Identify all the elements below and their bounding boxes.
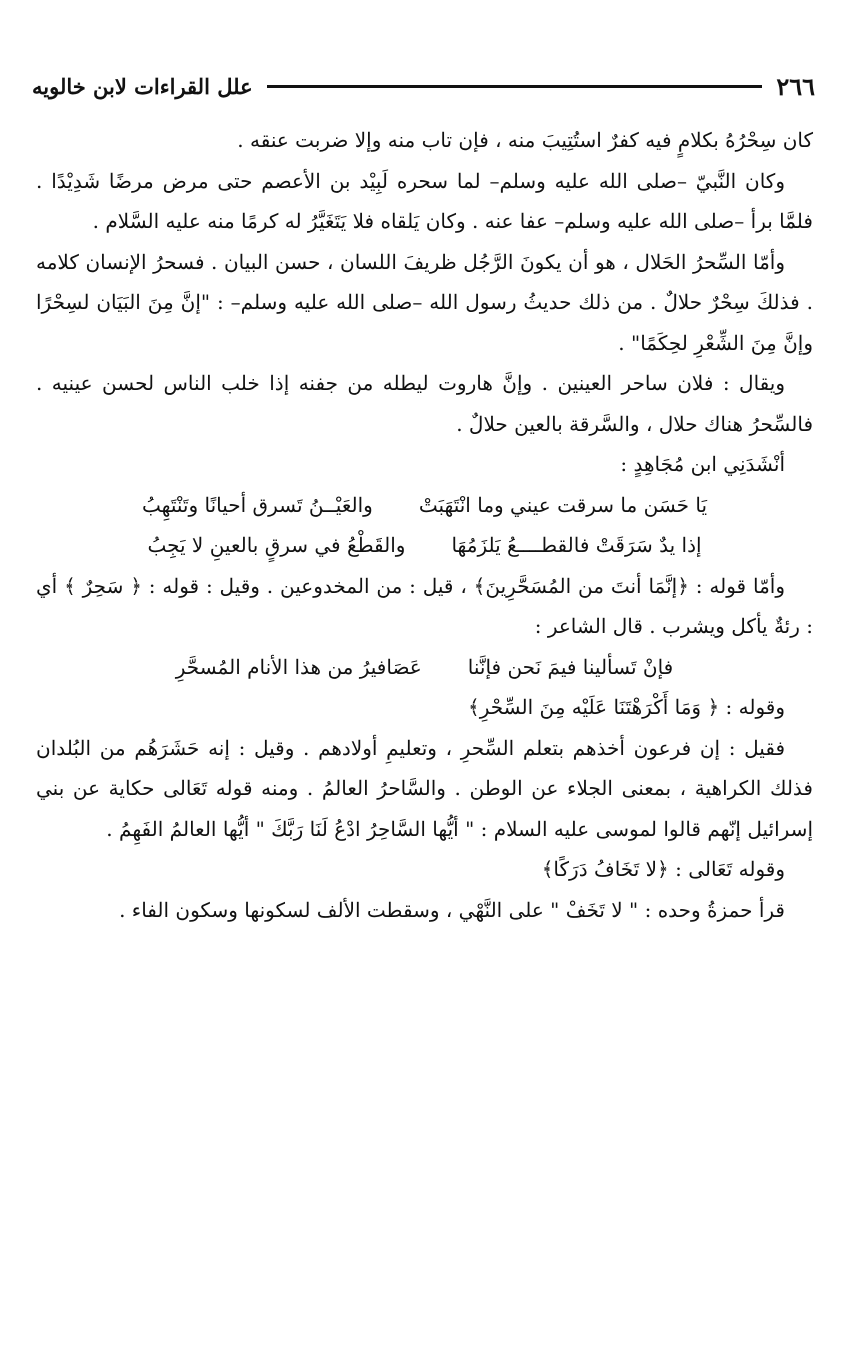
- verse-intro: أنْشَدَنِي ابن مُجَاهِدٍ :: [620, 452, 785, 476]
- verse-second-hemistich: عَصَافيرُ من هذا الأنام المُسحَّرِ: [175, 654, 422, 679]
- header-rule: [267, 85, 763, 88]
- quran-citation: وقوله تَعَالى : ﴿لا تَخَافُ دَرَكًا﴾: [541, 857, 785, 881]
- poem-verse: [36, 485, 813, 526]
- verse-first-hemistich: يَا حَسَن ما سرقت عيني وما انْتَهَبَتْ: [418, 492, 708, 517]
- paragraph: ويقال : فلان ساحر العينين . وإنَّ هاروت ليطله من جفنه إذا خلب الناس لحسن عينيه . فالسِّحرُ هناك حلال ، والسَّرقة بالعين حلالٌ .: [36, 371, 813, 436]
- page-number: ٢٦٦: [776, 71, 815, 101]
- poem-verse: [36, 525, 813, 566]
- page-header: [32, 68, 815, 104]
- verse-first-hemistich: فإنْ تَسألينا فيمَ نَحن فإنَّنا: [467, 654, 674, 679]
- running-title: علل القراءات لابن خالويه: [32, 73, 253, 99]
- paragraph: وكان النَّبيّ –صلى الله عليه وسلم– لما سحره لَبِيْد بن الأعصم حتى مرض مرضًا شَدِيْدًا . فلمَّا برأ –صلى الله عليه وسلم– عفا عنه . وكان يَلقاه فلا يَتَغَيَّرُ له كرمًا منه عليه السَّلام .: [36, 168, 813, 233]
- quran-citation: وقوله : ﴿ وَمَا أَكْرَهْتَنَا عَلَيْه مِنَ السِّحْرِ﴾: [467, 695, 785, 719]
- body-text: [36, 120, 813, 930]
- verse-second-hemistich: والقَطْعُ في سرقٍ بالعينِ لا يَجِبُ: [147, 533, 406, 557]
- paragraph: قرأ حمزةُ وحده : " لا تَخَفْ " على النَّهْي ، وسقطت الألف لسكونها وسكون الفاء .: [119, 897, 785, 922]
- paragraph: فقيل : إن فرعون أخذهم بتعلم السِّحرِ ، وتعليمِ أولادهم . وقيل : إنه حَشَرَهُم من البُلدان فذلك الكراهية ، بمعنى الجلاء عن الوطن . والسَّاحرُ العالمُ . ومنه قوله تَعَالى حكاية عن بني إسرائيل إنّهم قالوا لموسى عليه السلام : " أيُّها السَّاحِرُ ادْعُ لَنَا رَبَّكَ " أيُّها العالمُ الفَهِمُ .: [36, 735, 813, 841]
- poem-verse: [36, 647, 813, 688]
- verse-first-hemistich: إذا يدٌ سَرَقَتْ فالقطــــعُ يَلزَمُهَا: [451, 533, 702, 557]
- paragraph: وأمّا السِّحرُ الحَلال ، هو أن يكونَ الرَّجُل ظريفَ اللسان ، حسن البيان . فسحرُ الإنسان كلامه . فذلكَ سِحْرٌ حلالٌ . من ذلك حديثُ رسول الله –صلى الله عليه وسلم– : "إنَّ مِنَ البَيَان لسِحْرًا وإنَّ مِنَ الشِّعْرِ لحِكَمًا" .: [36, 249, 813, 355]
- paragraph: وأمّا قوله : ﴿إنَّمَا أنتَ من المُسَحَّرِينَ﴾ ، قيل : من المخدوعين . وقيل : قوله : ﴿ سَحِرٌ ﴾ أي : رئةٌ يأكل ويشرب . قال الشاعر :: [36, 573, 813, 638]
- verse-second-hemistich: والعَيْــنُ تَسرق أحيانًا وتَنْتَهِبُ: [141, 492, 373, 517]
- paragraph: كان سِحْرُهُ بكلامٍ فيه كفرٌ استُتِيبَ منه ، فإن تاب منه وإلا ضربت عنقه .: [237, 128, 813, 152]
